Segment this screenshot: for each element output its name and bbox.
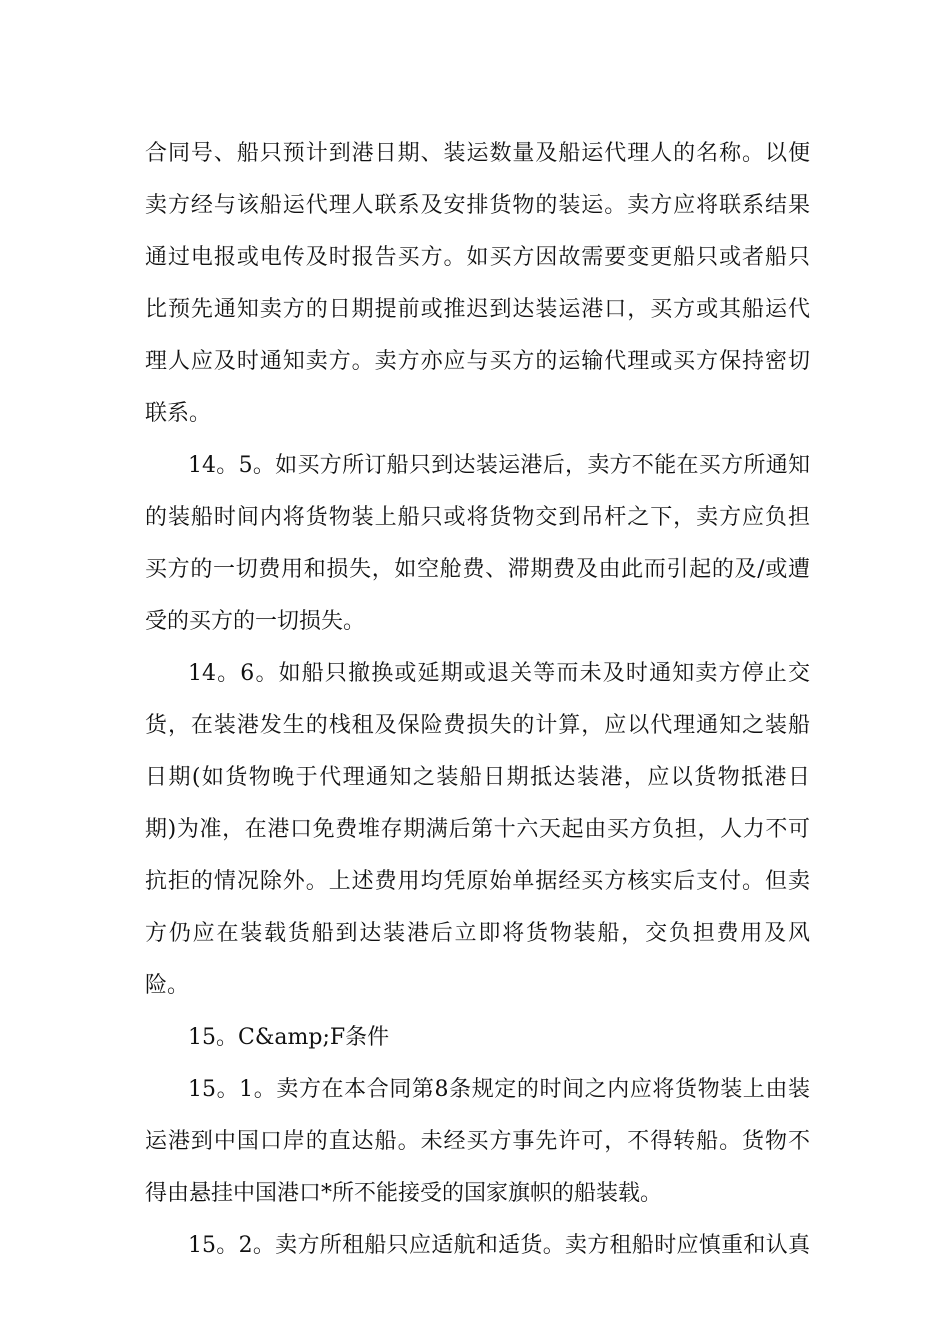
paragraph-line: 抗拒的情况除外。上述费用均凭原始单据经买方核实后支付。但卖: [145, 869, 810, 894]
clause-14-5-heading: 14。5。如买方所订船只到达装运港后，卖方不能在买方所通知: [188, 453, 810, 478]
paragraph-line: 理人应及时通知卖方。卖方亦应与买方的运输代理或买方保持密切: [145, 349, 810, 374]
section-15-heading: 15。C&amp;F条件: [188, 1025, 390, 1050]
paragraph-line: 买方的一切费用和损失，如空舱费、滞期费及由此而引起的及/或遭: [145, 557, 810, 582]
paragraph-line: 受的买方的一切损失。: [145, 609, 366, 634]
paragraph-line: 期)为准，在港口免费堆存期满后第十六天起由买方负担，人力不可: [145, 817, 810, 842]
paragraph-line: 比预先通知卖方的日期提前或推迟到达装运港口，买方或其船运代: [145, 297, 810, 322]
clause-15-2-heading: 15。2。卖方所租船只应适航和适货。卖方租船时应慎重和认真: [188, 1233, 810, 1258]
paragraph-line: 联系。: [145, 401, 212, 426]
clause-15-1-heading: 15。1。卖方在本合同第8条规定的时间之内应将货物装上由装: [188, 1077, 810, 1102]
paragraph-line: 卖方经与该船运代理人联系及安排货物的装运。卖方应将联系结果: [145, 193, 810, 218]
paragraph-line: 方仍应在装载货船到达装港后立即将货物装船，交负担费用及风: [145, 921, 810, 946]
paragraph-line: 得由悬挂中国港口*所不能接受的国家旗帜的船装载。: [145, 1181, 663, 1206]
paragraph-line: 的装船时间内将货物装上船只或将货物交到吊杆之下，卖方应负担: [145, 505, 810, 530]
paragraph-line: 险。: [145, 973, 190, 998]
paragraph-line: 货，在装港发生的栈租及保险费损失的计算，应以代理通知之装船: [145, 713, 810, 738]
paragraph-line: 日期(如货物晚于代理通知之装船日期抵达装港，应以货物抵港日: [145, 765, 810, 790]
paragraph-line: 合同号、船只预计到港日期、装运数量及船运代理人的名称。以便: [145, 141, 810, 166]
paragraph-line: 运港到中国口岸的直达船。未经买方事先许可，不得转船。货物不: [145, 1129, 810, 1154]
paragraph-line: 通过电报或电传及时报告买方。如买方因故需要变更船只或者船只: [145, 245, 810, 270]
clause-14-6-heading: 14。6。如船只撤换或延期或退关等而未及时通知卖方停止交: [188, 661, 810, 686]
